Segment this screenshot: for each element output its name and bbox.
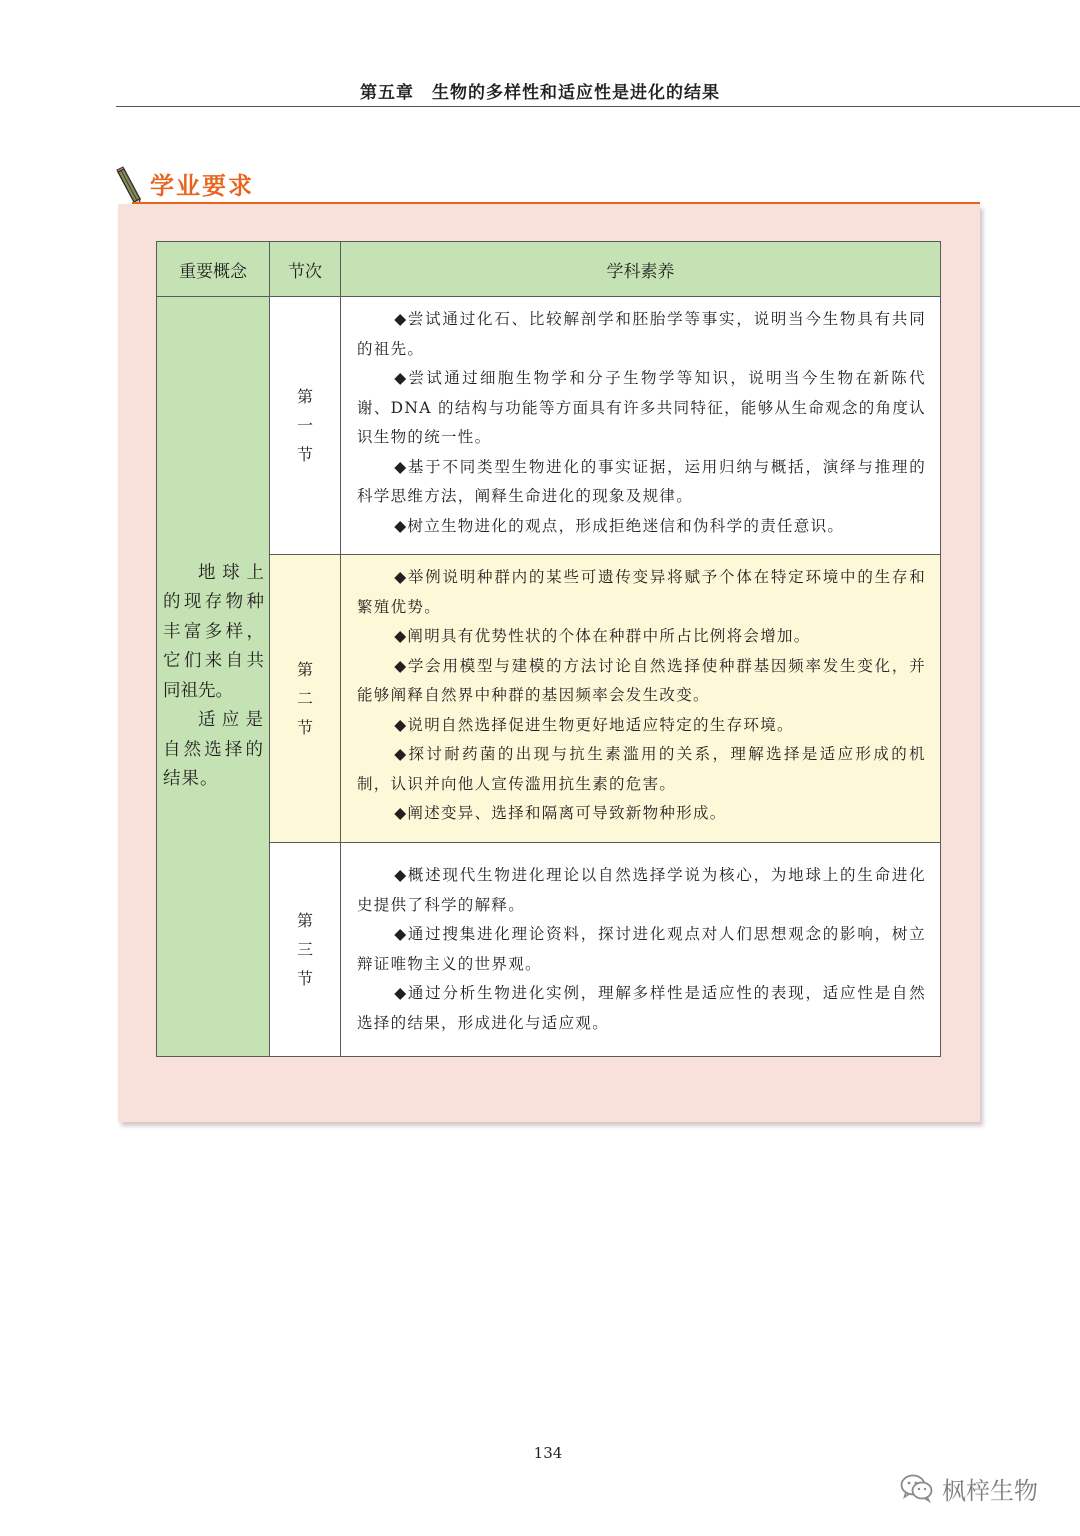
- watermark-text: 枫梓生物: [942, 1476, 1038, 1505]
- list-item: ◆举例说明种群内的某些可遗传变异将赋予个体在特定环境中的生存和繁殖优势。: [357, 568, 926, 616]
- list-item: ◆尝试通过化石、比较解剖学和胚胎学等事实，说明当今生物具有共同的祖先。: [357, 310, 926, 358]
- literacy-cell: [341, 843, 941, 1057]
- header-literacy: 学科素养: [341, 242, 941, 297]
- list-item: ◆学会用模型与建模的方法讨论自然选择使种群基因频率发生变化，并能够阐释自然界中种群的基因频率会发生改变。: [357, 656, 926, 704]
- section-label: 第 三 节: [296, 911, 313, 988]
- table-row: [157, 297, 941, 555]
- list-item: ◆树立生物进化的观点，形成拒绝迷信和伪科学的责任意识。: [394, 516, 845, 535]
- literacy-cell: [341, 297, 941, 555]
- concept-paragraph: 适应是自然选择的结果。: [163, 710, 264, 789]
- wechat-icon: [900, 1473, 934, 1503]
- list-item: ◆阐明具有优势性状的个体在种群中所占比例将会增加。: [394, 627, 811, 645]
- literacy-cell: [341, 555, 941, 843]
- list-item: ◆探讨耐药菌的出现与抗生素滥用的关系，理解选择是适应形成的机制，认识并向他人宣传滥用抗生素的危害。: [357, 745, 926, 793]
- list-item: ◆通过搜集进化理论资料，探讨进化观点对人们思想观念的影响，树立辩证唯物主义的世界观。: [357, 925, 926, 973]
- list-item: ◆尝试通过细胞生物学和分子生物学等知识，说明当今生物在新陈代谢、DNA 的结构与功能等方面具有许多共同特征，能够从生命观念的角度认识生物的统一性。: [357, 369, 926, 446]
- pencil-icon: [114, 166, 150, 206]
- section-title: 学业要求: [150, 172, 254, 200]
- running-head: 第五章 生物的多样性和适应性是进化的结果: [360, 83, 720, 103]
- section-cell: [270, 297, 341, 555]
- section-label: 第 一 节: [296, 387, 313, 464]
- header-rule: [116, 106, 1080, 107]
- header-concept: 重要概念: [157, 242, 270, 297]
- section-cell: [270, 555, 341, 843]
- section-cell: [270, 843, 341, 1057]
- watermark: [900, 1468, 1038, 1508]
- table-row: [157, 555, 941, 843]
- section-label: 第 二 节: [296, 660, 313, 737]
- concept-cell: [157, 297, 270, 1057]
- list-item: ◆通过分析生物进化实例，理解多样性是适应性的表现，适应性是自然选择的结果，形成进化与适应观。: [357, 984, 926, 1032]
- page-number: 134: [533, 1444, 563, 1462]
- list-item: ◆概述现代生物进化理论以自然选择学说为核心，为地球上的生命进化史提供了科学的解释。: [357, 866, 926, 914]
- list-item: ◆说明自然选择促进生物更好地适应特定的生存环境。: [394, 715, 794, 734]
- table-row: [157, 843, 941, 1057]
- list-item: ◆基于不同类型生物进化的事实证据，运用归纳与概括，演绎与推理的科学思维方法，阐释生命进化的现象及规律。: [357, 457, 926, 505]
- table-header-row: [157, 242, 941, 297]
- header-section: 节次: [270, 242, 341, 297]
- list-item: ◆阐述变异、选择和隔离可导致新物种形成。: [394, 804, 727, 822]
- concept-paragraph: 地球上的现存物种丰富多样，它们来自共同祖先。: [163, 562, 264, 701]
- requirements-table: [156, 241, 941, 1057]
